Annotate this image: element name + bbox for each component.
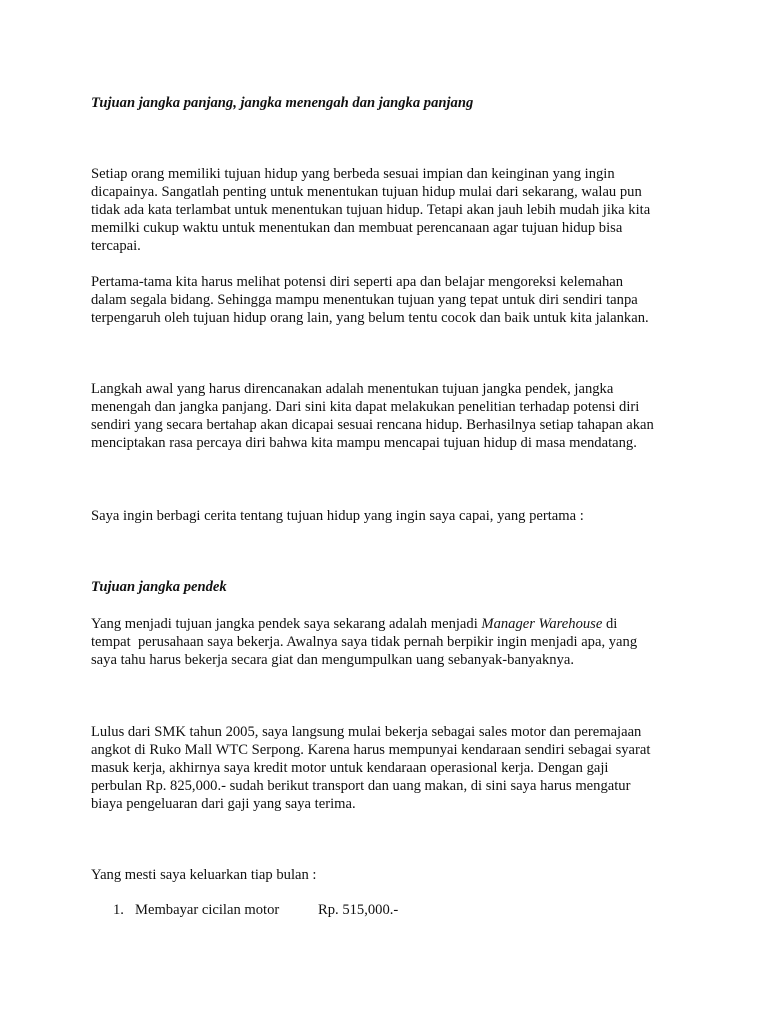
paragraph-line: Lulus dari SMK tahun 2005, saya langsung mulai bekerja sebagai sales motor dan peremajaan — [91, 724, 642, 740]
paragraph-line: dicapainya. Sangatlah penting untuk menentukan tujuan hidup mulai dari sekarang, walau pun — [91, 184, 642, 200]
paragraph-line: sendiri yang secara bertahap akan dicapai sesuai rencana hidup. Berhasilnya setiap tahapan akan — [91, 417, 654, 433]
paragraph-line: tidak ada kata terlambat untuk menentukan tujuan hidup. Tetapi akan jauh lebih mudah jika kita — [91, 202, 651, 218]
paragraph-line: biaya pengeluaran dari gaji yang saya terima. — [91, 796, 356, 812]
paragraph-line: masuk kerja, akhirnya saya kredit motor untuk kendaraan operasional kerja. Dengan gaji — [91, 760, 609, 776]
paragraph-line — [91, 615, 617, 633]
paragraph-line: tempat perusahaan saya bekerja. Awalnya saya tidak pernah berpikir ingin menjadi apa, yang — [91, 634, 638, 650]
paragraph-line: saya tahu harus bekerja secara giat dan mengumpulkan uang sebanyak-banyaknya. — [91, 652, 575, 668]
text-segment: Yang menjadi tujuan jangka pendek saya sekarang adalah menjadi — [91, 616, 482, 632]
paragraph-line: Langkah awal yang harus direncanakan adalah menentukan tujuan jangka pendek, jangka — [91, 381, 614, 397]
text-segment: di — [602, 616, 618, 632]
paragraph-line: perbulan Rp. 825,000.- sudah berikut transport dan uang makan, di sini saya harus mengatur — [91, 778, 631, 794]
paragraph-line: terpengaruh oleh tujuan hidup orang lain, yang belum tentu cocok dan baik untuk kita jalankan. — [91, 310, 649, 326]
section-heading: Tujuan jangka pendek — [91, 579, 227, 595]
paragraph-line: Setiap orang memiliki tujuan hidup yang berbeda sesuai impian dan keinginan yang ingin — [91, 166, 615, 182]
paragraph-line: memilki cukup waktu untuk menentukan dan membuat perencanaan agar tujuan hidup bisa — [91, 220, 623, 236]
paragraph-line: menciptakan rasa percaya diri bahwa kita mampu mencapai tujuan hidup di masa mendatang. — [91, 435, 637, 451]
paragraph-line: Pertama-tama kita harus melihat potensi diri seperti apa dan belajar mengoreksi kelemahan — [91, 274, 624, 290]
document-title: Tujuan jangka panjang, jangka menengah dan jangka panjang — [91, 95, 474, 111]
list-amount: Rp. 515,000.- — [318, 902, 399, 918]
paragraph-line: angkot di Ruko Mall WTC Serpong. Karena harus mempunyai kendaraan sendiri sebagai syarat — [91, 742, 651, 758]
italic-term: Manager Warehouse — [481, 616, 603, 632]
list-item — [113, 901, 398, 919]
list-label: Membayar cicilan motor — [135, 902, 280, 918]
paragraph-line: menengah dan jangka panjang. Dari sini kita dapat melakukan penelitian terhadap potensi diri — [91, 399, 640, 415]
paragraph-line: dalam segala bidang. Sehingga mampu menentukan tujuan yang tepat untuk diri sendiri tanpa — [91, 292, 638, 308]
paragraph-line: Saya ingin berbagi cerita tentang tujuan hidup yang ingin saya capai, yang pertama : — [91, 508, 584, 524]
paragraph-line: tercapai. — [91, 238, 141, 254]
list-number: 1. — [113, 902, 124, 918]
paragraph-line: Yang mesti saya keluarkan tiap bulan : — [91, 867, 317, 883]
